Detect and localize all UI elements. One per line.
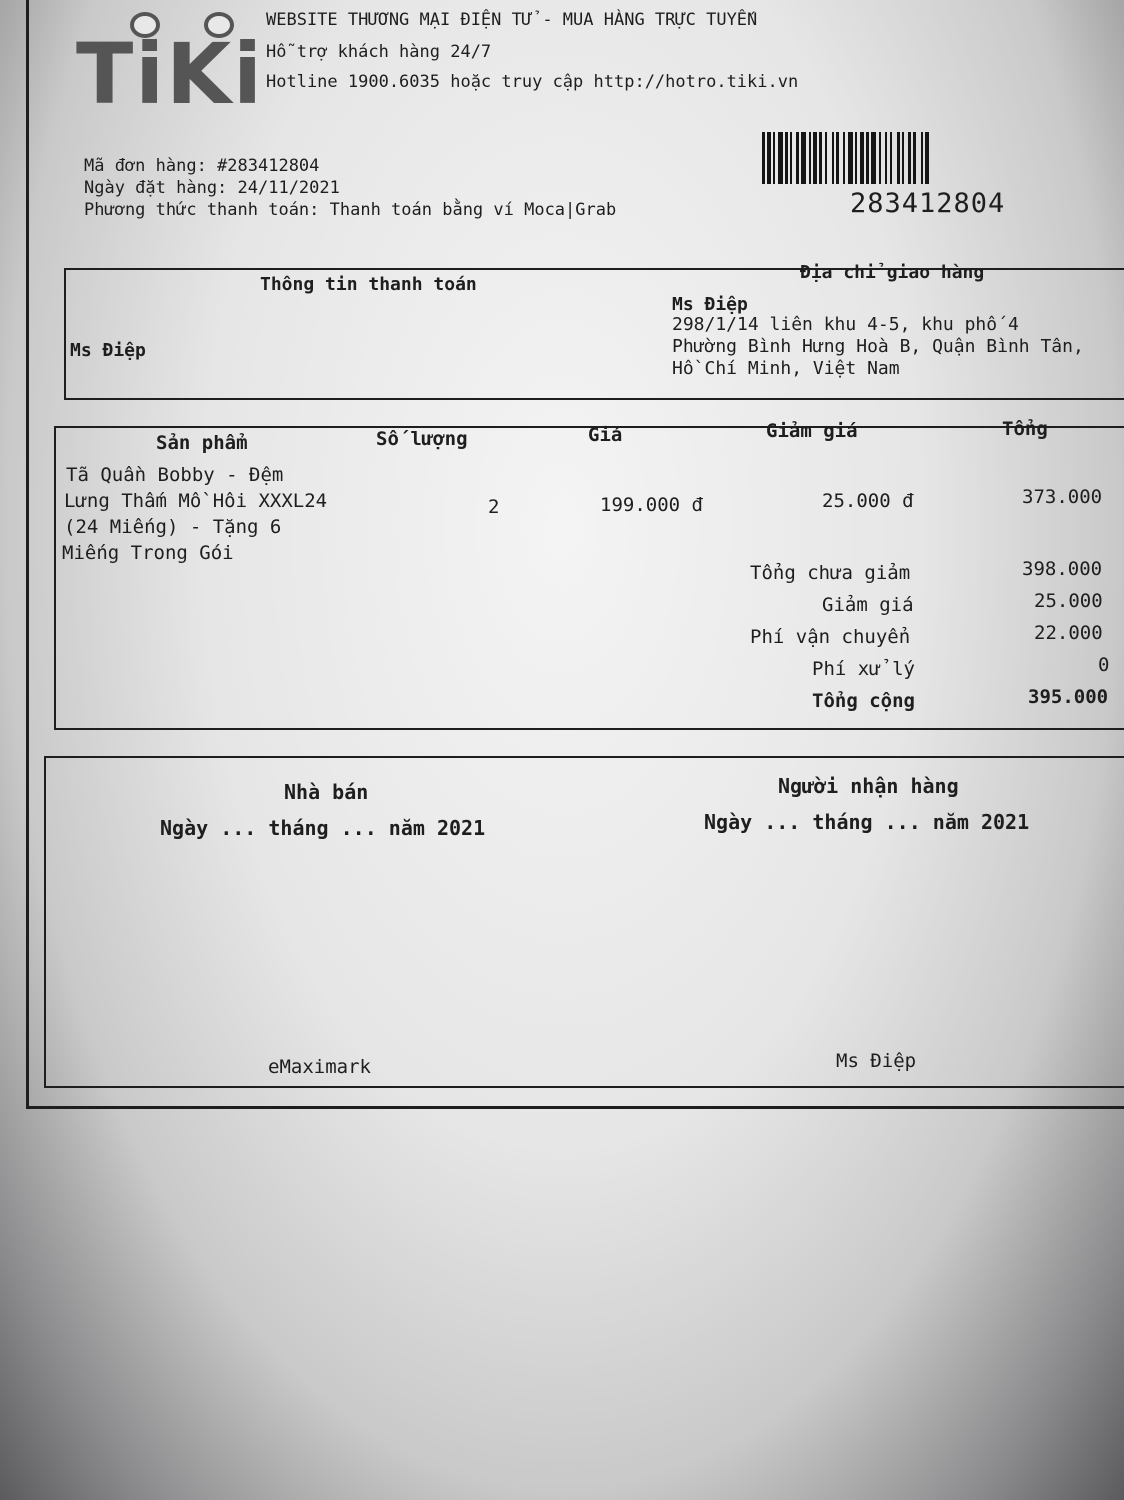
col-header-total: Tổng: [1002, 418, 1048, 440]
shipping-name: Ms Điệp: [672, 294, 748, 315]
grand-total-label: Tổng cộng: [812, 690, 915, 712]
barcode-bar: [897, 132, 900, 184]
barcode-bar: [819, 132, 822, 184]
billing-title: Thông tin thanh toán: [260, 274, 477, 295]
subtotal-label: Tổng chưa giảm: [750, 562, 911, 584]
barcode-bar: [890, 132, 892, 184]
receiver-title: Người nhận hàng: [778, 774, 959, 798]
handling-fee-value: 0: [1098, 654, 1110, 676]
barcode-bar: [908, 132, 911, 184]
shipping-address-line: Phường Bình Hưng Hoà B, Quận Bình Tân,: [672, 336, 1084, 357]
seller-date: Ngày ... tháng ... năm 2021: [160, 816, 486, 840]
product-name-line: Lưng Thấm Mồ Hôi XXXL24: [64, 490, 328, 512]
barcode-bar: [809, 132, 811, 184]
shipping-title: Địa chỉ giao hàng: [800, 262, 985, 283]
order-date: Ngày đặt hàng: 24/11/2021: [84, 178, 340, 198]
barcode-bar: [902, 132, 904, 184]
barcode-bar: [832, 132, 834, 184]
shipping-fee-label: Phí vận chuyển: [750, 626, 911, 648]
barcode-bar: [762, 132, 765, 184]
barcode-bar: [773, 132, 775, 184]
logo-text: TiKi: [76, 25, 264, 123]
barcode-bar: [848, 132, 853, 184]
barcode-bar: [796, 132, 799, 184]
barcode-bar: [825, 132, 827, 184]
barcode-bar: [778, 132, 783, 184]
subtotal-value: 398.000: [1022, 558, 1103, 580]
barcode-bar: [925, 132, 929, 184]
shipping-fee-value: 22.000: [1034, 622, 1103, 644]
barcode-bar: [813, 132, 817, 184]
barcode-bar: [879, 132, 881, 184]
order-code: Mã đơn hàng: #283412804: [84, 156, 320, 176]
seller-name: eMaximark: [268, 1056, 371, 1078]
barcode-bar: [866, 132, 869, 184]
product-name-line: Tã Quần Bobby - Đệm: [66, 464, 284, 486]
barcode-bar: [855, 132, 857, 184]
col-header-discount: Giảm giá: [766, 420, 858, 442]
header-line-support: Hỗ trợ khách hàng 24/7: [266, 42, 492, 62]
signature-box: [44, 756, 1124, 1088]
discount-value: 25.000: [1034, 590, 1103, 612]
barcode-bar: [767, 132, 771, 184]
barcode-bar: [913, 132, 916, 184]
barcode-bar: [801, 132, 806, 184]
barcode-bar: [871, 132, 876, 184]
col-header-product: Sản phẩm: [156, 432, 248, 454]
item-price: 199.000 đ: [600, 494, 703, 516]
billing-name: Ms Điệp: [70, 340, 146, 361]
barcode-bar: [885, 132, 887, 184]
barcode-bar: [785, 132, 788, 184]
header-line-website: WEBSITE THƯƠNG MẠI ĐIỆN TỬ - MUA HÀNG TRỰC TUYẾN: [266, 10, 758, 30]
barcode-bar: [921, 132, 923, 184]
discount-label: Giảm giá: [822, 594, 914, 616]
receiver-date: Ngày ... tháng ... năm 2021: [704, 810, 1030, 834]
receiver-name: Ms Điệp: [836, 1050, 917, 1072]
grand-total-value: 395.000: [1028, 686, 1109, 708]
product-name-line: Miếng Trong Gói: [62, 542, 234, 564]
item-qty: 2: [488, 496, 500, 518]
item-total: 373.000: [1022, 486, 1103, 508]
tiki-logo: [76, 6, 264, 123]
header-line-hotline: Hotline 1900.6035 hoặc truy cập http://hotro.tiki.vn: [266, 72, 799, 92]
barcode-bar: [790, 132, 792, 184]
seller-title: Nhà bán: [284, 780, 369, 804]
col-header-qty: Số lượng: [376, 428, 468, 450]
shipping-address-line: Hồ Chí Minh, Việt Nam: [672, 358, 900, 379]
barcode-bar: [836, 132, 839, 184]
barcode-bar: [843, 132, 845, 184]
product-name-line: (24 Miếng) - Tặng 6: [64, 516, 282, 538]
barcode-bar: [860, 132, 864, 184]
item-discount: 25.000 đ: [822, 490, 914, 512]
handling-fee-label: Phí xử lý: [812, 658, 915, 680]
payment-method: Phương thức thanh toán: Thanh toán bằng ví Moca|Grab: [84, 200, 617, 220]
barcode-number: 283412804: [850, 188, 1006, 219]
shipping-address-line: 298/1/14 liên khu 4-5, khu phố 4: [672, 314, 1019, 335]
col-header-price: Giá: [588, 424, 623, 446]
barcode: [762, 132, 1096, 184]
